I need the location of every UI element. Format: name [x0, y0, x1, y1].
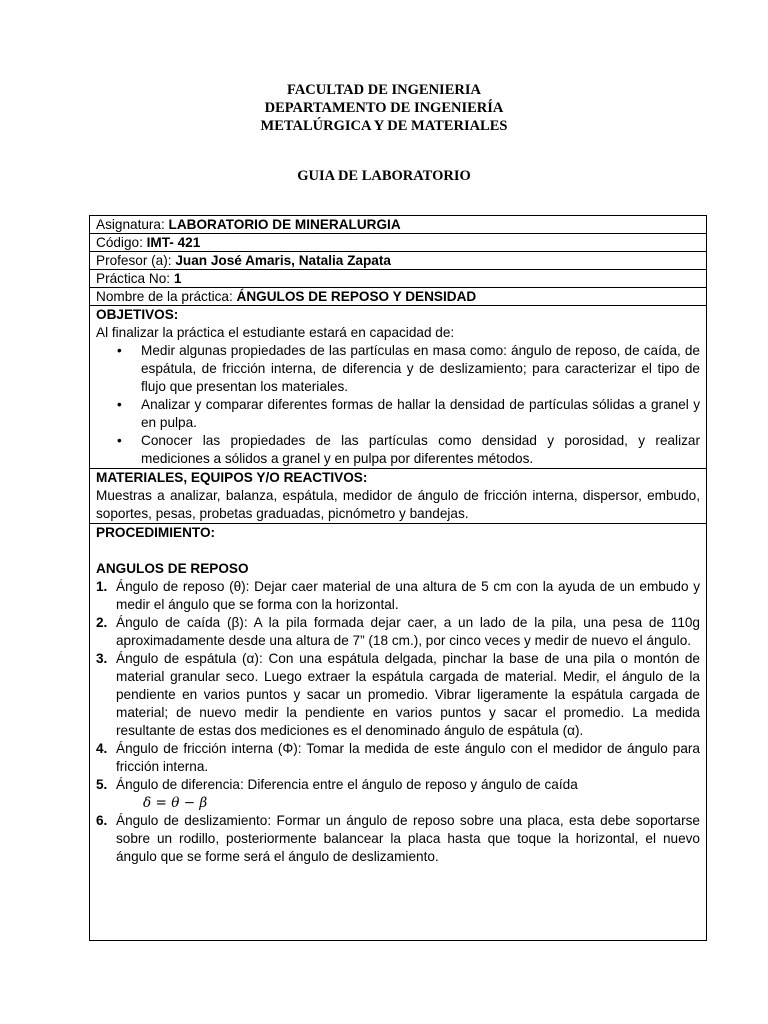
section-objetivos: [90, 306, 706, 469]
profesor-value: Juan José Amaris, Natalia Zapata: [175, 253, 391, 268]
objetivo-text: Medir algunas propiedades de las partículas en masa como: ángulo de reposo, de caída, de espátula, de fricción interna, de diferencia y de deslizamiento; para caracterizar el tipo de flujo que presentan los materiales.: [141, 343, 700, 394]
step-item: [96, 776, 700, 812]
objetivo-text: Conocer las propiedades de las partículas como densidad y porosidad, y realizar mediciones a sólidos a granel y en pulpa por diferentes métodos.: [141, 433, 700, 466]
bullet-icon: •: [117, 397, 122, 412]
objetivo-item: [96, 342, 700, 396]
blank-line: [96, 542, 700, 560]
step-text: Ángulo de reposo (θ): Dejar caer material de una altura de 5 cm con la ayuda de un embudo y medir el ángulo que se forma con la horizontal.: [116, 579, 700, 612]
header-line-specialty: METALÚRGICA Y DE MATERIALES: [260, 118, 508, 134]
row-asignatura: [90, 216, 706, 234]
materiales-text: Muestras a analizar, balanza, espátula, medidor de ángulo de fricción interna, dispersor, embudo, soportes, pesas, probetas graduadas, picnómetro y bandejas.: [96, 488, 700, 521]
section-materiales: [90, 469, 706, 524]
header-line-faculty: FACULTAD DE INGENIERIA: [287, 82, 481, 98]
objetivos-heading: OBJETIVOS:: [96, 307, 179, 322]
step-item: [96, 614, 700, 650]
step-item: [96, 650, 700, 740]
bullet-icon: •: [117, 433, 122, 448]
row-profesor: [90, 252, 706, 270]
step-item: [96, 812, 700, 866]
objetivo-item: [96, 432, 700, 468]
step-text: Ángulo de deslizamiento: Formar un ángulo de reposo sobre una placa, esta debe soportarse sobre un rodillo, posteriormente balancear la placa hasta que toque la horizontal, el nuevo ángulo que se forme será el ángulo de deslizamiento.: [116, 813, 700, 864]
step-number: 5.: [96, 777, 108, 792]
objetivo-text: Analizar y comparar diferentes formas de hallar la densidad de partículas sólidas a granel y en pulpa.: [141, 397, 700, 430]
step-number: 4.: [96, 741, 108, 756]
step-text: Ángulo de caída (β): A la pila formada dejar caer, a un lado de la pila, una pesa de 110g aproximadamente desde una altura de 7” (18 cm.), por cinco veces y medir de nuevo el ángulo.: [116, 615, 700, 648]
step-number: 6.: [96, 813, 108, 828]
objetivos-intro: Al finalizar la práctica el estudiante estará en capacidad de:: [96, 325, 455, 340]
difference-formula: δ = θ − β: [143, 795, 208, 811]
lab-guide-table: [89, 215, 707, 941]
nombre-practica-value: ÁNGULOS DE REPOSO Y DENSIDAD: [236, 289, 477, 304]
practica-label: Práctica No:: [96, 271, 174, 286]
asignatura-value: LABORATORIO DE MINERALURGIA: [168, 217, 401, 232]
row-nombre-practica: [90, 288, 706, 306]
section-procedimiento: [90, 524, 706, 866]
step-text: Ángulo de diferencia: Diferencia entre el ángulo de reposo y ángulo de caída: [116, 777, 578, 792]
angulos-reposo-heading: ANGULOS DE REPOSO: [96, 561, 249, 576]
materiales-heading: MATERIALES, EQUIPOS Y/O REACTIVOS:: [96, 470, 368, 485]
row-codigo: [90, 234, 706, 252]
procedimiento-steps: [96, 578, 700, 866]
procedimiento-heading: PROCEDIMIENTO:: [96, 525, 216, 540]
step-number: 3.: [96, 651, 108, 666]
step-item: [96, 740, 700, 776]
profesor-label: Profesor (a):: [96, 253, 176, 268]
asignatura-label: Asignatura:: [96, 217, 169, 232]
guide-title: GUIA DE LABORATORIO: [297, 168, 471, 184]
faculty-header: [0, 81, 768, 135]
step-number: 1.: [96, 579, 108, 594]
step-number: 2.: [96, 615, 108, 630]
step-text: Ángulo de fricción interna (Φ): Tomar la medida de este ángulo con el medidor de ángulo para fricción interna.: [116, 741, 700, 774]
practica-value: 1: [173, 271, 182, 286]
step-text: Ángulo de espátula (α): Con una espátula delgada, pinchar la base de una pila o montón de material granular seco. Luego extraer la espátula cargada de material. Medir, el ángulo de la pendiente en varios puntos y sacar un promedio. Vibrar ligeramente la espátula cargada de material; de nuevo medir la pendiente en varios puntos y sacar el promedio. La medida resultante de estas dos mediciones es el denominado ángulo de espátula (α).: [116, 651, 700, 738]
bullet-icon: •: [117, 343, 122, 358]
row-practica: [90, 270, 706, 288]
codigo-value: IMT- 421: [146, 235, 201, 250]
codigo-label: Código:: [96, 235, 147, 250]
header-line-department: DEPARTAMENTO DE INGENIERÍA: [264, 100, 504, 116]
objetivos-list: [96, 342, 700, 468]
step-item: [96, 578, 700, 614]
objetivo-item: [96, 396, 700, 432]
nombre-practica-label: Nombre de la práctica:: [96, 289, 237, 304]
